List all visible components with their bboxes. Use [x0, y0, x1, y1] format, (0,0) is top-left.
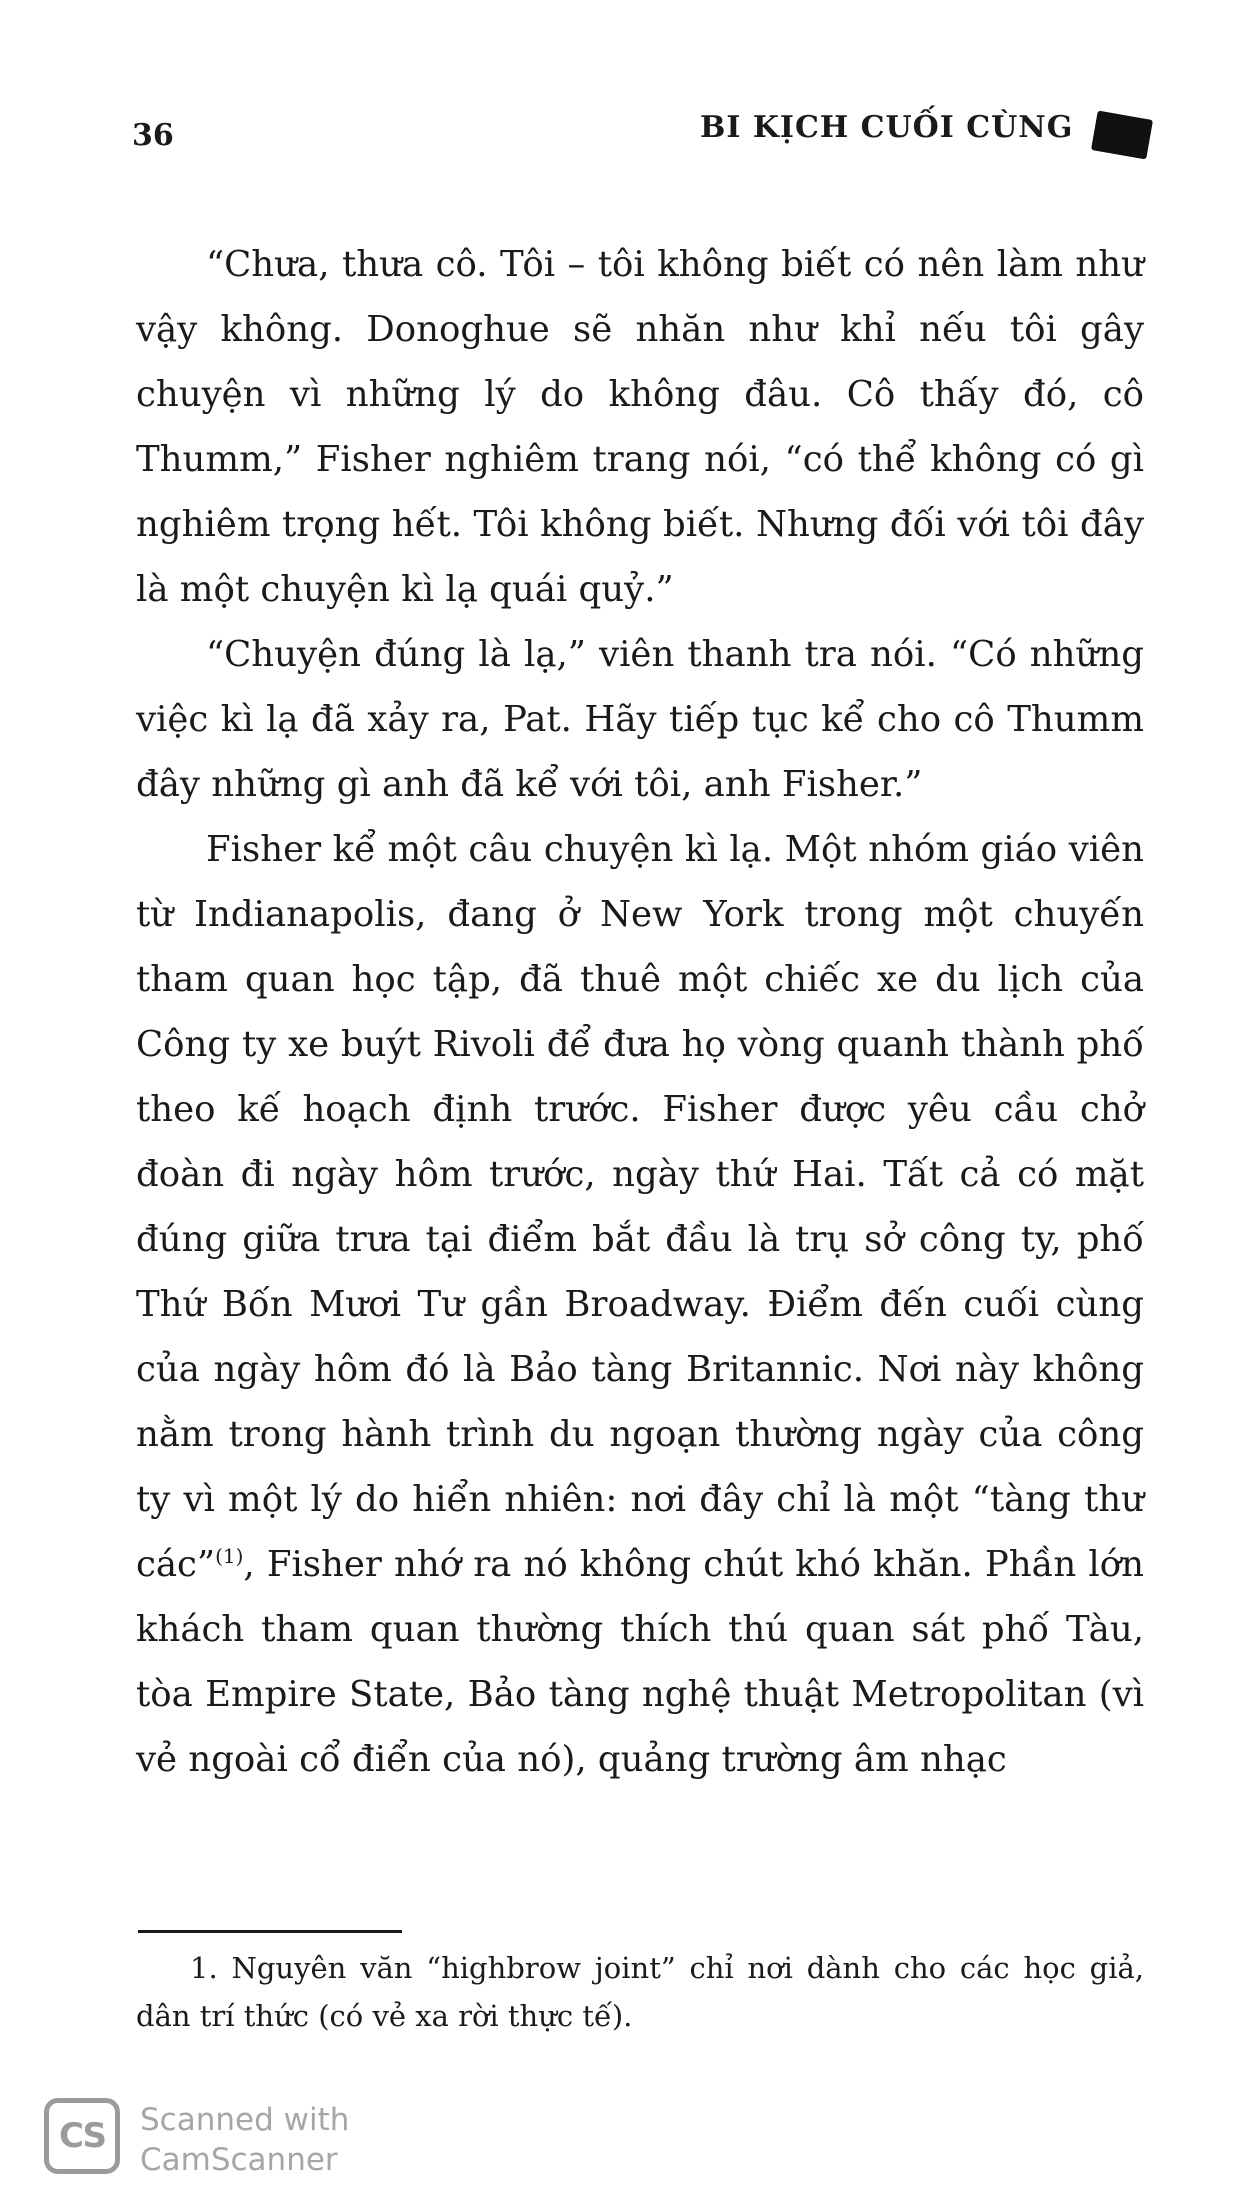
logo-text: CS [58, 2116, 106, 2156]
footnote [136, 1944, 1144, 2040]
watermark-line-2: CamScanner [140, 2142, 338, 2178]
body-text [136, 232, 1144, 1792]
footnote-text: 1. Nguyên văn “highbrow joint” chỉ nơi dành cho các học giả, dân trí thức (có vẻ xa rời thực tế). [136, 1951, 1144, 2033]
page-number: 36 [132, 118, 174, 153]
camscanner-logo-icon [44, 2098, 120, 2174]
footnote-reference: (1) [215, 1544, 244, 1569]
paragraph [136, 817, 1144, 1792]
running-title: BI KỊCH CUỐI CÙNG [700, 110, 1074, 145]
paragraph: “Chuyện đúng là lạ,” viên thanh tra nói. “Có những việc kì lạ đã xảy ra, Pat. Hãy tiếp tục kể cho cô Thumm đây những gì anh đã kể với tôi, anh Fisher.” [136, 634, 1144, 805]
paragraph-text: , Fisher nhớ ra nó không chút khó khăn. Phần lớn khách tham quan thường thích thú quan sát phố Tàu, tòa Empire State, Bảo tàng nghệ thuật Metropolitan (vì vẻ ngoài cổ điển của nó), quảng trường âm nhạc [136, 1544, 1144, 1780]
paragraph: “Chưa, thưa cô. Tôi – tôi không biết có nên làm như vậy không. Donoghue sẽ nhăn như khỉ nếu tôi gây chuyện vì những lý do không đâu. Cô thấy đó, cô Thumm,” Fisher nghiêm trang nói, “có thể không có gì nghiêm trọng hết. Tôi không biết. Nhưng đối với tôi đây là một chuyện kì lạ quái quỷ.” [136, 244, 1144, 610]
watermark-line-1: Scanned with [140, 2102, 350, 2138]
scanner-watermark [140, 2100, 349, 2180]
footnote-divider [138, 1930, 402, 1933]
paragraph-text: Fisher kể một câu chuyện kì lạ. Một nhóm giáo viên từ Indianapolis, đang ở New York trong một chuyến tham quan học tập, đã thuê một chiếc xe du lịch của Công ty xe buýt Rivoli để đưa họ vòng quanh thành phố theo kế hoạch định trước. Fisher được yêu cầu chở đoàn đi ngày hôm trước, ngày thứ Hai. Tất cả có mặt đúng giữa trưa tại điểm bắt đầu là trụ sở công ty, phố Thứ Bốn Mươi Tư gần Broadway. Điểm đến cuối cùng của ngày hôm đó là Bảo tàng Britannic. Nơi này không nằm trong hành trình du ngoạn thường ngày của công ty vì một lý do hiển nhiên: nơi đây chỉ là một “tàng thư các” [136, 829, 1144, 1585]
header-ink-mark [1091, 110, 1153, 159]
